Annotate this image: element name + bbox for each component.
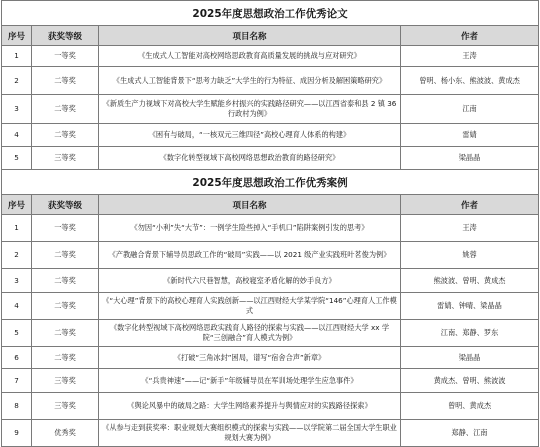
header-num: 序号	[2, 26, 32, 46]
cell-project: 《打破“三角冰封”困局，谱写“宿舍合声”新章》	[99, 347, 401, 369]
cell-author: 梁晶晶	[401, 347, 539, 369]
cell-grade: 二等奖	[32, 124, 99, 147]
cell-grade: 三等奖	[32, 393, 99, 420]
cell-project: 《困有与破局，“一核双元三维四径”高校心理育人体系的构建》	[99, 124, 401, 147]
cell-grade: 一等奖	[32, 215, 99, 242]
cell-grade: 一等奖	[32, 46, 99, 67]
table-row	[2, 420, 539, 447]
cell-grade: 二等奖	[32, 320, 99, 347]
cell-project: 《数字化转型视域下高校网络思政实践育人路径的探索与实践——以江西财经大学 xx 学院“三创融合”育人模式为例》	[99, 320, 401, 347]
cell-project: 《舆论风暴中的破局之路：大学生网络素养提升与舆情应对的实践路径探索》	[99, 393, 401, 420]
cell-project: 《生成式人工智能背景下“思考力缺乏”大学生的行为特征、成因分析及解困策略研究》	[99, 67, 401, 95]
table-row	[2, 393, 539, 420]
cell-grade: 三等奖	[32, 147, 99, 170]
cell-project: 《“大心理”背景下的高校心理育人实践创新——以江西财经大学某学院“146”心理育人工作模式	[99, 293, 401, 320]
cell-author: 曾明、杨小东、熊波波、黄成杰	[401, 67, 539, 95]
cell-num: 8	[2, 393, 32, 420]
table-row	[2, 320, 539, 347]
cell-author: 雷婧、钟晴、梁晶晶	[401, 293, 539, 320]
table-row	[2, 124, 539, 147]
section-title-papers: 2025年度思想政治工作优秀论文	[2, 1, 539, 26]
table-row	[2, 347, 539, 369]
header-author: 作者	[401, 195, 539, 215]
cell-author: 黄成杰、曾明、熊波波	[401, 369, 539, 393]
section-title-row	[2, 170, 539, 195]
cell-project: 《新时代六尺巷智慧，高校寝室矛盾化解的妙手良方》	[99, 269, 401, 293]
cell-grade: 二等奖	[32, 95, 99, 124]
cell-num: 6	[2, 347, 32, 369]
header-num: 序号	[2, 195, 32, 215]
table-row	[2, 269, 539, 293]
cell-author: 雷婧	[401, 124, 539, 147]
table-row	[2, 67, 539, 95]
cell-num: 1	[2, 46, 32, 67]
cell-num: 7	[2, 369, 32, 393]
header-grade: 获奖等级	[32, 195, 99, 215]
header-author: 作者	[401, 26, 539, 46]
cell-project: 《“兵贵神速”——记“新手”年级辅导员在军训场处理学生应急事件》	[99, 369, 401, 393]
cell-grade: 优秀奖	[32, 420, 99, 447]
section-title-row	[2, 1, 539, 26]
cell-author: 王涛	[401, 46, 539, 67]
header-grade: 获奖等级	[32, 26, 99, 46]
cell-grade: 二等奖	[32, 347, 99, 369]
cell-project: 《生成式人工智能对高校网络思政教育高质量发展的挑战与应对研究》	[99, 46, 401, 67]
cell-num: 9	[2, 420, 32, 447]
cell-num: 4	[2, 293, 32, 320]
cell-project: 《新质生产力视域下对高校大学生赋能乡村振兴的实践路径研究——以江西省泰和县 2 镇 36 行政村为例》	[99, 95, 401, 124]
cell-project: 《数字化转型视域下高校网络思想政治教育的路径研究》	[99, 147, 401, 170]
cell-grade: 三等奖	[32, 369, 99, 393]
cell-author: 梁晶晶	[401, 147, 539, 170]
section-title-cases: 2025年度思想政治工作优秀案例	[2, 170, 539, 195]
cell-author: 王涛	[401, 215, 539, 242]
cell-author: 江南	[401, 95, 539, 124]
cell-project: 《从参与走到获奖率：职业规划大赛组织模式的探索与实践——以学院第二届全国大学生职业规划大赛为例》	[99, 420, 401, 447]
cell-author: 江南、郑静、罗东	[401, 320, 539, 347]
table-row	[2, 46, 539, 67]
cell-num: 2	[2, 67, 32, 95]
cell-grade: 二等奖	[32, 67, 99, 95]
cell-project: 《勿因“小利”失“大节”：一例学生险些掉入“手机口”陷阱案例引发的思考》	[99, 215, 401, 242]
cell-num: 1	[2, 215, 32, 242]
table-row	[2, 242, 539, 269]
cell-num: 5	[2, 147, 32, 170]
cell-num: 3	[2, 95, 32, 124]
cell-grade: 二等奖	[32, 242, 99, 269]
table-header-row	[2, 26, 539, 46]
table-row	[2, 147, 539, 170]
cell-grade: 二等奖	[32, 293, 99, 320]
cell-num: 4	[2, 124, 32, 147]
table-row	[2, 95, 539, 124]
table-row	[2, 293, 539, 320]
table-header-row	[2, 195, 539, 215]
header-project: 项目名称	[99, 195, 401, 215]
cell-project: 《产教融合背景下辅导员思政工作的“破局”实践——以 2021 级产业实践班叶茗俊为例》	[99, 242, 401, 269]
cell-author: 郑静、江南	[401, 420, 539, 447]
awards-table	[1, 0, 539, 447]
header-project: 项目名称	[99, 26, 401, 46]
cell-grade: 二等奖	[32, 269, 99, 293]
cell-author: 姚蓉	[401, 242, 539, 269]
cell-num: 5	[2, 320, 32, 347]
cell-author: 曾明、黄成杰	[401, 393, 539, 420]
cell-num: 3	[2, 269, 32, 293]
cell-num: 2	[2, 242, 32, 269]
table-row	[2, 369, 539, 393]
table-row	[2, 215, 539, 242]
cell-author: 熊波波、曾明、黄成杰	[401, 269, 539, 293]
